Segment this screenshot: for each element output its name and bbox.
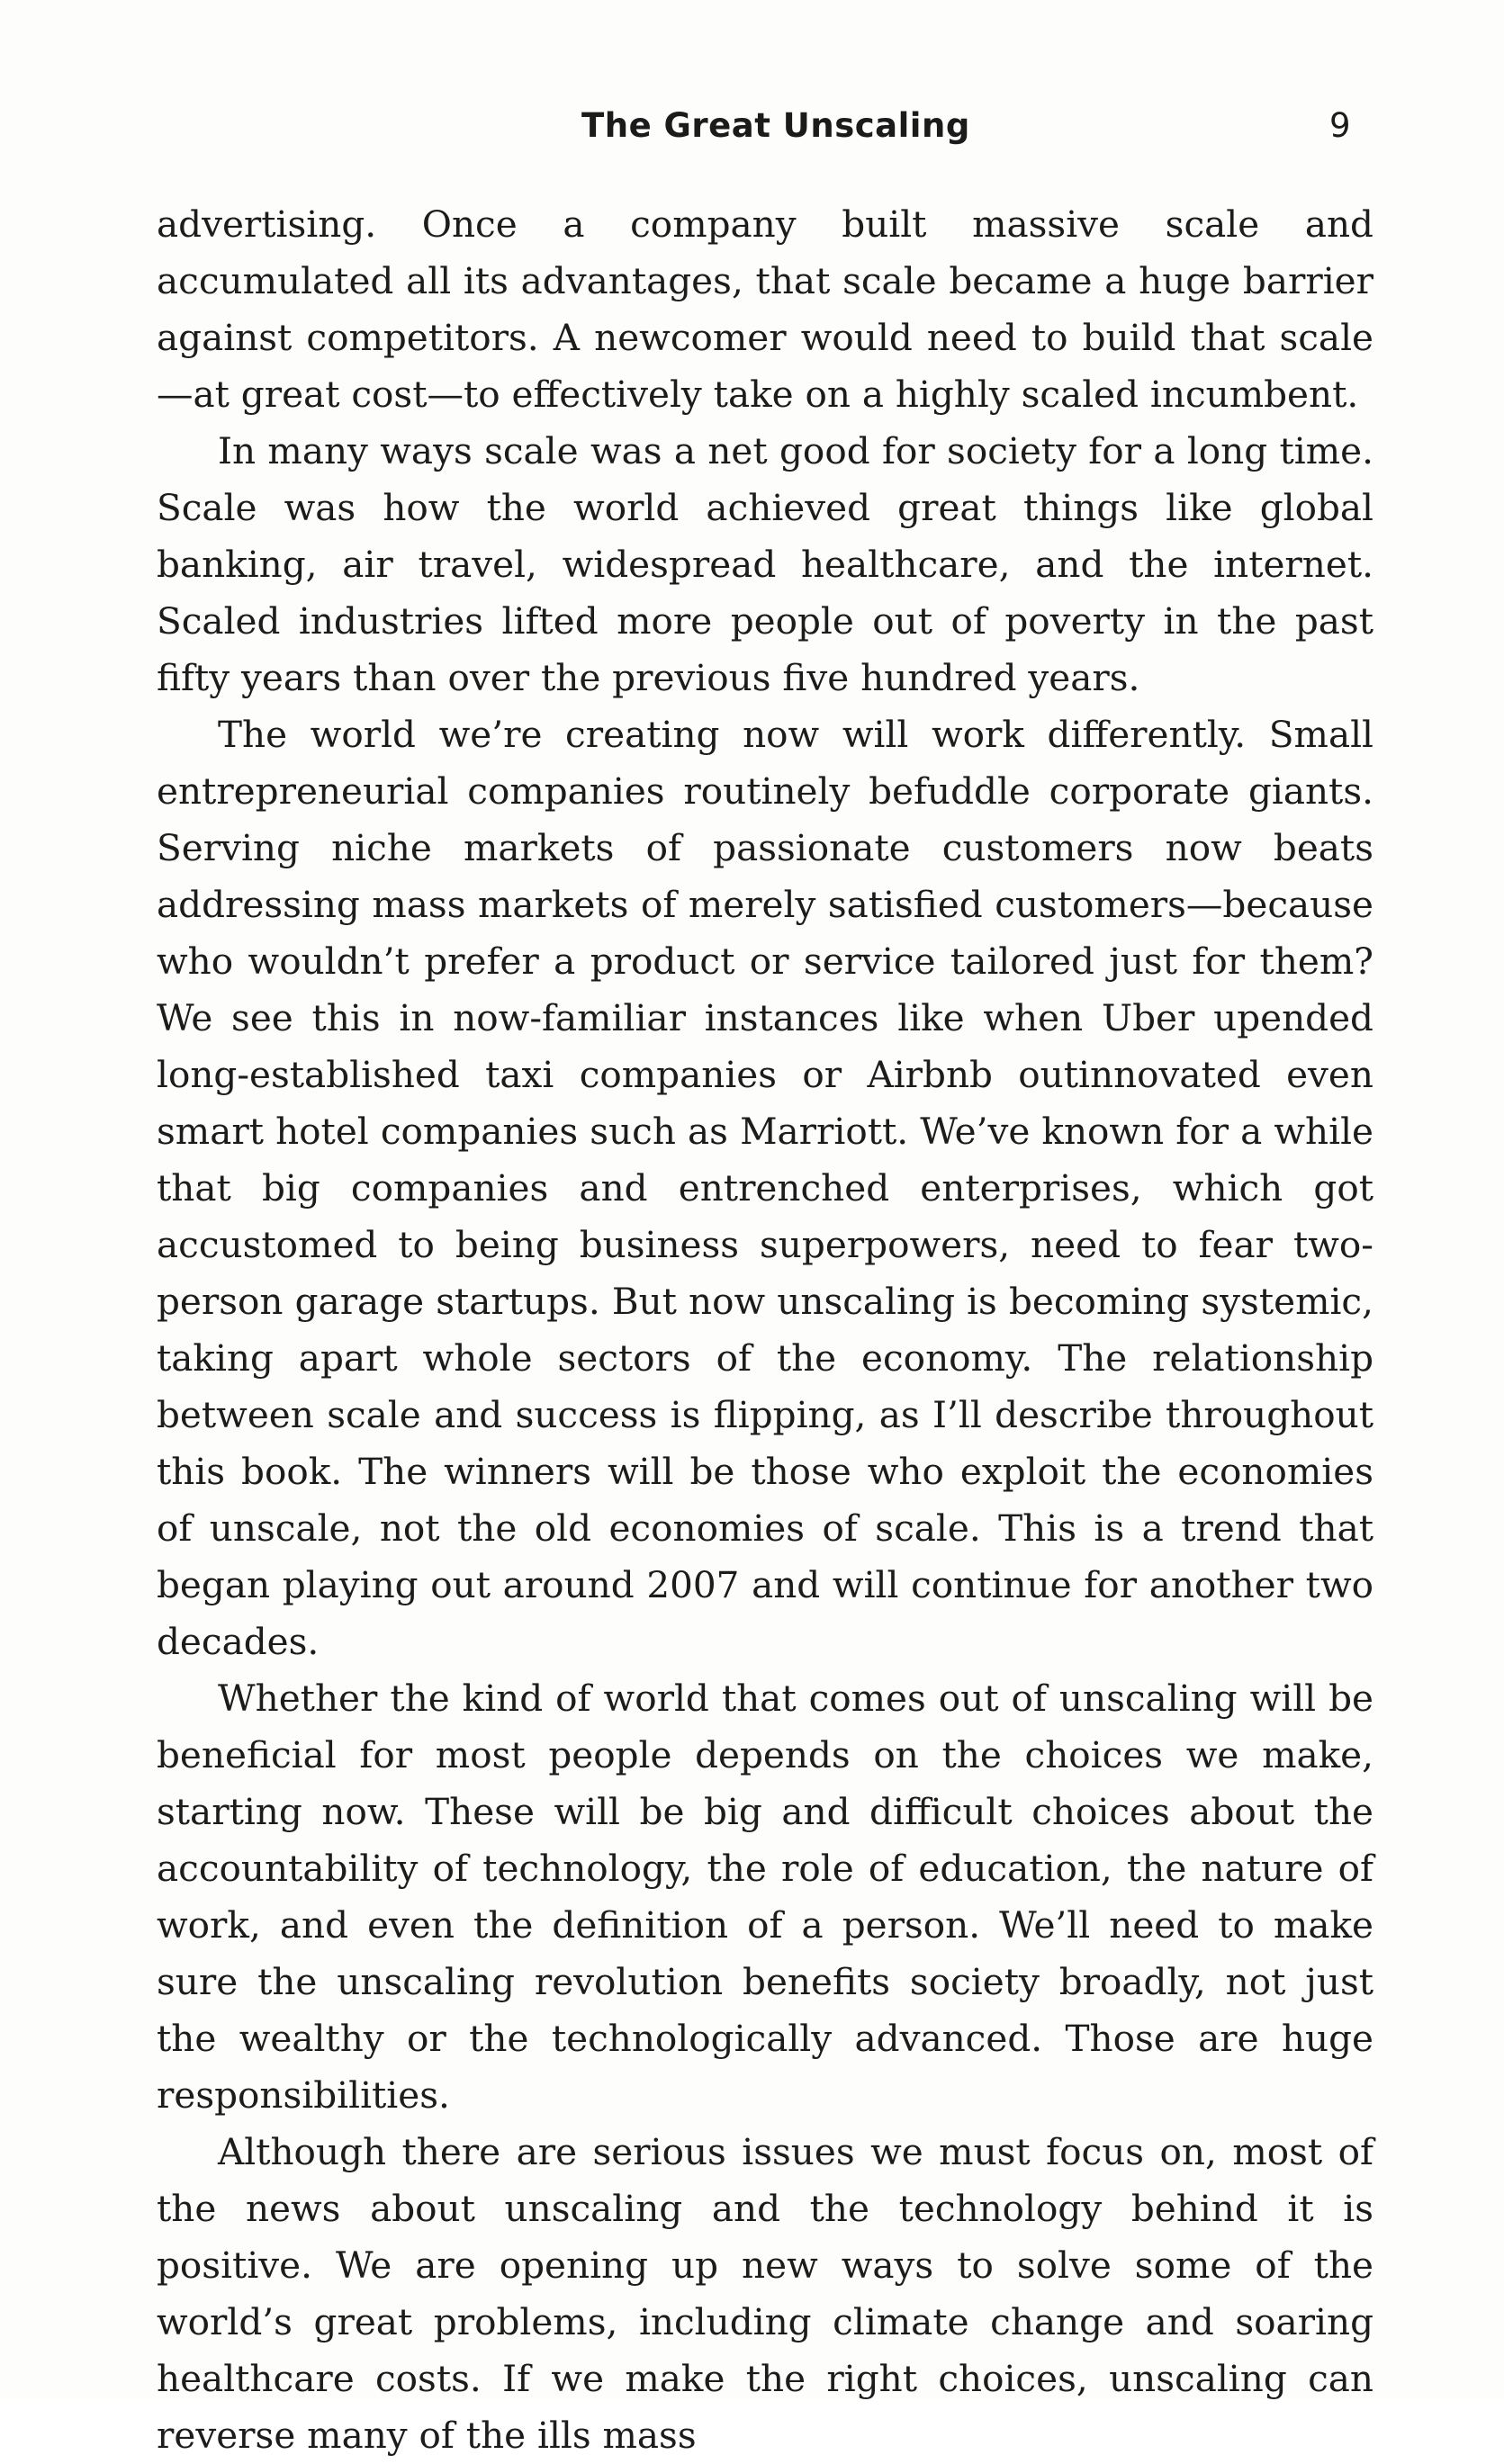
- paragraph: Whether the kind of world that comes out of unscaling will be beneficial for most people depends on the choices we make, starting now. These will be big and difficult choices about the accountability of technology, the role of education, the nature of work, and even the definition of a person. We’ll need to make sure the unscaling revolution benefits society broadly, not just the wealthy or the technologically advanced. Those are huge responsibilities.: [157, 1677, 1373, 2117]
- running-head: [0, 106, 1504, 151]
- paragraph: In many ways scale was a net good for society for a long time. Scale was how the world achieved great things like global banking, air travel, widespread healthcare, and the internet. Scaled industries lifted more people out of poverty in the past fifty years than over the previous five hundred years.: [157, 429, 1373, 699]
- paragraph-continued: advertising. Once a company built massive scale and accumulated all its advantages, that scale became a huge barrier against competitors. A newcomer would need to build that scale—at great cost—to effectively take on a highly scaled incumbent.: [157, 202, 1373, 416]
- running-title: The Great Unscaling: [581, 106, 970, 145]
- page-number: 9: [1329, 106, 1351, 145]
- body-text: [157, 196, 1373, 2464]
- paragraph: Although there are serious issues we must focus on, most of the news about unscaling and the technology behind it is positive. We are opening up new ways to solve some of the world’s great problems, including climate change and soaring healthcare costs. If we make the right choices, unscaling can reverse many of the ills mass: [157, 2130, 1373, 2457]
- paragraph: The world we’re creating now will work differently. Small entrepreneurial companies routinely befuddle corporate giants. Serving niche markets of passionate customers now beats addressing mass markets of merely satisfied customers—because who wouldn’t prefer a product or service tailored just for them? We see this in now-familiar instances like when Uber upended long-established taxi companies or Airbnb outinnovated even smart hotel companies such as Marriott. We’ve known for a while that big companies and entrenched enterprises, which got accustomed to being business superpowers, need to fear two-person garage startups. But now unscaling is becoming systemic, taking apart whole sectors of the economy. The relationship between scale and success is flipping, as I’ll describe throughout this book. The winners will be those who exploit the economies of unscale, not the old economies of scale. This is a trend that began playing out around 2007 and will continue for another two decades.: [157, 713, 1373, 1663]
